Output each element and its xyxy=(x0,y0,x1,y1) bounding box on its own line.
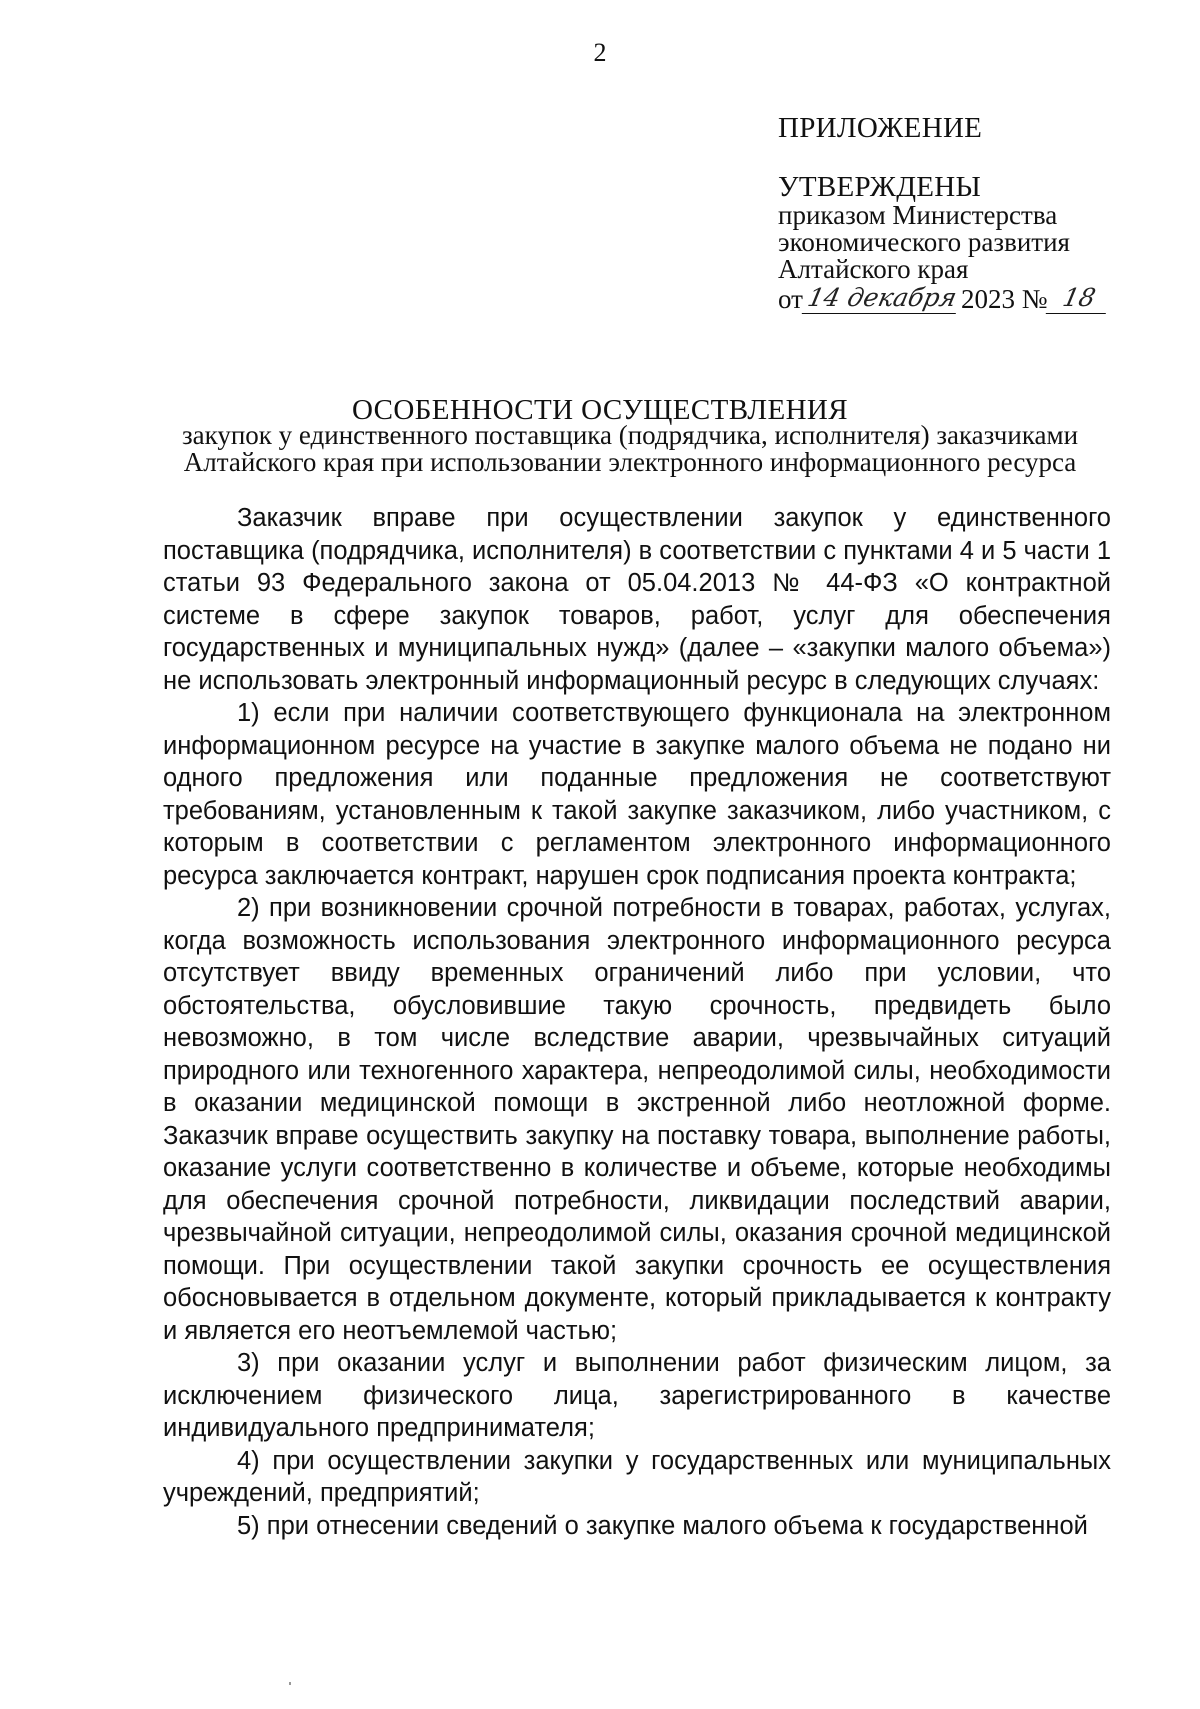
page-number: 2 xyxy=(593,38,607,67)
list-item-3: 3) при оказании услуг и выполнении работ физическим лицом, за исключением физического лица, зарегистрированного в качестве индивидуального предпринимателя; xyxy=(163,1349,1111,1442)
list-item-5: 5) при отнесении сведений о закупке малого объема к государственной xyxy=(237,1511,1088,1540)
intro-paragraph: Заказчик вправе при осуществлении закупок у единственного поставщика (подрядчика, исполнителя) в соответствии с пунктами 4 и 5 части 1 статьи 93 Федерального закона от 05.04.2013 № 44-ФЗ «О контрактной системе в сфере закупок товаров, работ, услуг для обеспечения государственных и муниципальных нужд» (далее – «закупки малого объема») не использовать электронный информационный ресурс в следующих случаях: xyxy=(163,504,1111,695)
list-item-4: 4) при осуществлении закупки у государственных или муниципальных учреждений, предприятий; xyxy=(163,1446,1111,1507)
appendix-label: ПРИЛОЖЕНИЕ xyxy=(778,112,983,144)
handwritten-order-number: 18 xyxy=(1046,283,1113,314)
year-number-label: 2023 № xyxy=(960,284,1048,314)
list-item-1: 1) если при наличии соответствующего функционала на электронном информационном ресурсе на участие в закупке малого объема не подано ни одного предложения или поданные предложения не соответствуют требованиям, установленным к такой закупке заказчиком, либо участником, с которым в соответствии с регламентом электронного информационного ресурса заключается контракт, нарушен срок подписания проекта контракта; xyxy=(163,699,1111,890)
approval-heading: УТВЕРЖДЕНЫ xyxy=(778,171,982,203)
document-title: ОСОБЕННОСТИ ОСУЩЕСТВЛЕНИЯ xyxy=(351,394,849,426)
approval-line: Алтайского края xyxy=(778,254,969,284)
document-subtitle: закупок у единственного поставщика (подрядчика, исполнителя) заказчиками Алтайского края при использовании электронного информационного ресурса xyxy=(181,420,1079,477)
list-item-2: 2) при возникновении срочной потребности в товарах, работах, услугах, когда возможность использования электронного информационного ресурса отсутствует ввиду временных ограничений либо при условии, что обстоятельства, обусловившие такую срочность, предвидеть было невозможно, в том числе вследствие аварии, чрезвычайных ситуаций природного или техногенного характера, непреодолимой силы, необходимости в оказании медицинской помощи в экстренной либо неотложной форме. Заказчик вправе осуществить закупку на поставку товара, выполнение работы, оказание услуги соответственно в количестве и объеме, которые необходимы для обеспечения срочной потребности, ликвидации последствий аварии, чрезвычайной ситуации, непреодолимой силы, оказания срочной медицинской помощи. При осуществлении такой закупки срочность ее осуществления обосновывается в отдельном документе, который прикладывается к контракту и является его неотъемлемой частью; xyxy=(163,894,1111,1345)
date-prefix: от xyxy=(778,284,803,314)
approval-date-line xyxy=(778,283,1111,314)
handwritten-date: 14 декабря xyxy=(802,283,963,314)
scan-speck xyxy=(289,1682,291,1685)
document-body xyxy=(163,502,1111,1542)
approval-line: экономического развития xyxy=(778,227,1070,257)
approval-line: приказом Министерства xyxy=(778,200,1058,230)
approval-block xyxy=(778,172,1111,314)
